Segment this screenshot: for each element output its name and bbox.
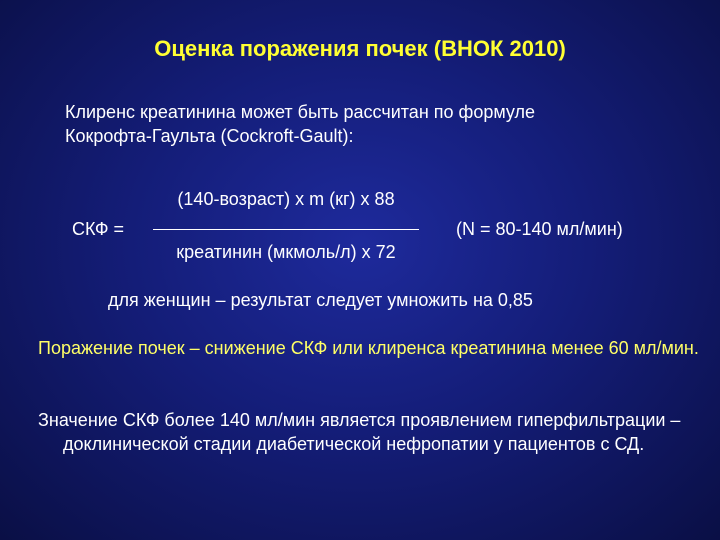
formula-norm: (N = 80-140 мл/мин) [456,219,623,239]
formula-denominator: креатинин (мкмоль/л) x 72 [176,242,396,262]
kidney-damage-paragraph: Поражение почек – снижение СКФ или клиренса креатинина менее 60 мл/мин. [38,338,699,358]
women-note: для женщин – результат следует умножить на 0,85 [108,290,533,310]
intro-text [65,100,685,148]
intro-line-2: Кокрофта-Гаульта (Cockroft-Gault): [65,126,354,146]
intro-line-1: Клиренс креатинина может быть рассчитан по формуле [65,102,536,122]
formula-label: СКФ = [72,219,125,239]
hyperfiltration-paragraph: Значение СКФ более 140 мл/мин является проявлением гиперфильтрации – доклинической стадии диабетической нефропатии у пациентов с СД. [38,410,681,454]
formula-numerator: (140-возраст) x m (кг) x 88 [177,189,395,209]
fraction-line [153,229,419,230]
slide-title: Оценка поражения почек (ВНОК 2010) [154,36,566,61]
